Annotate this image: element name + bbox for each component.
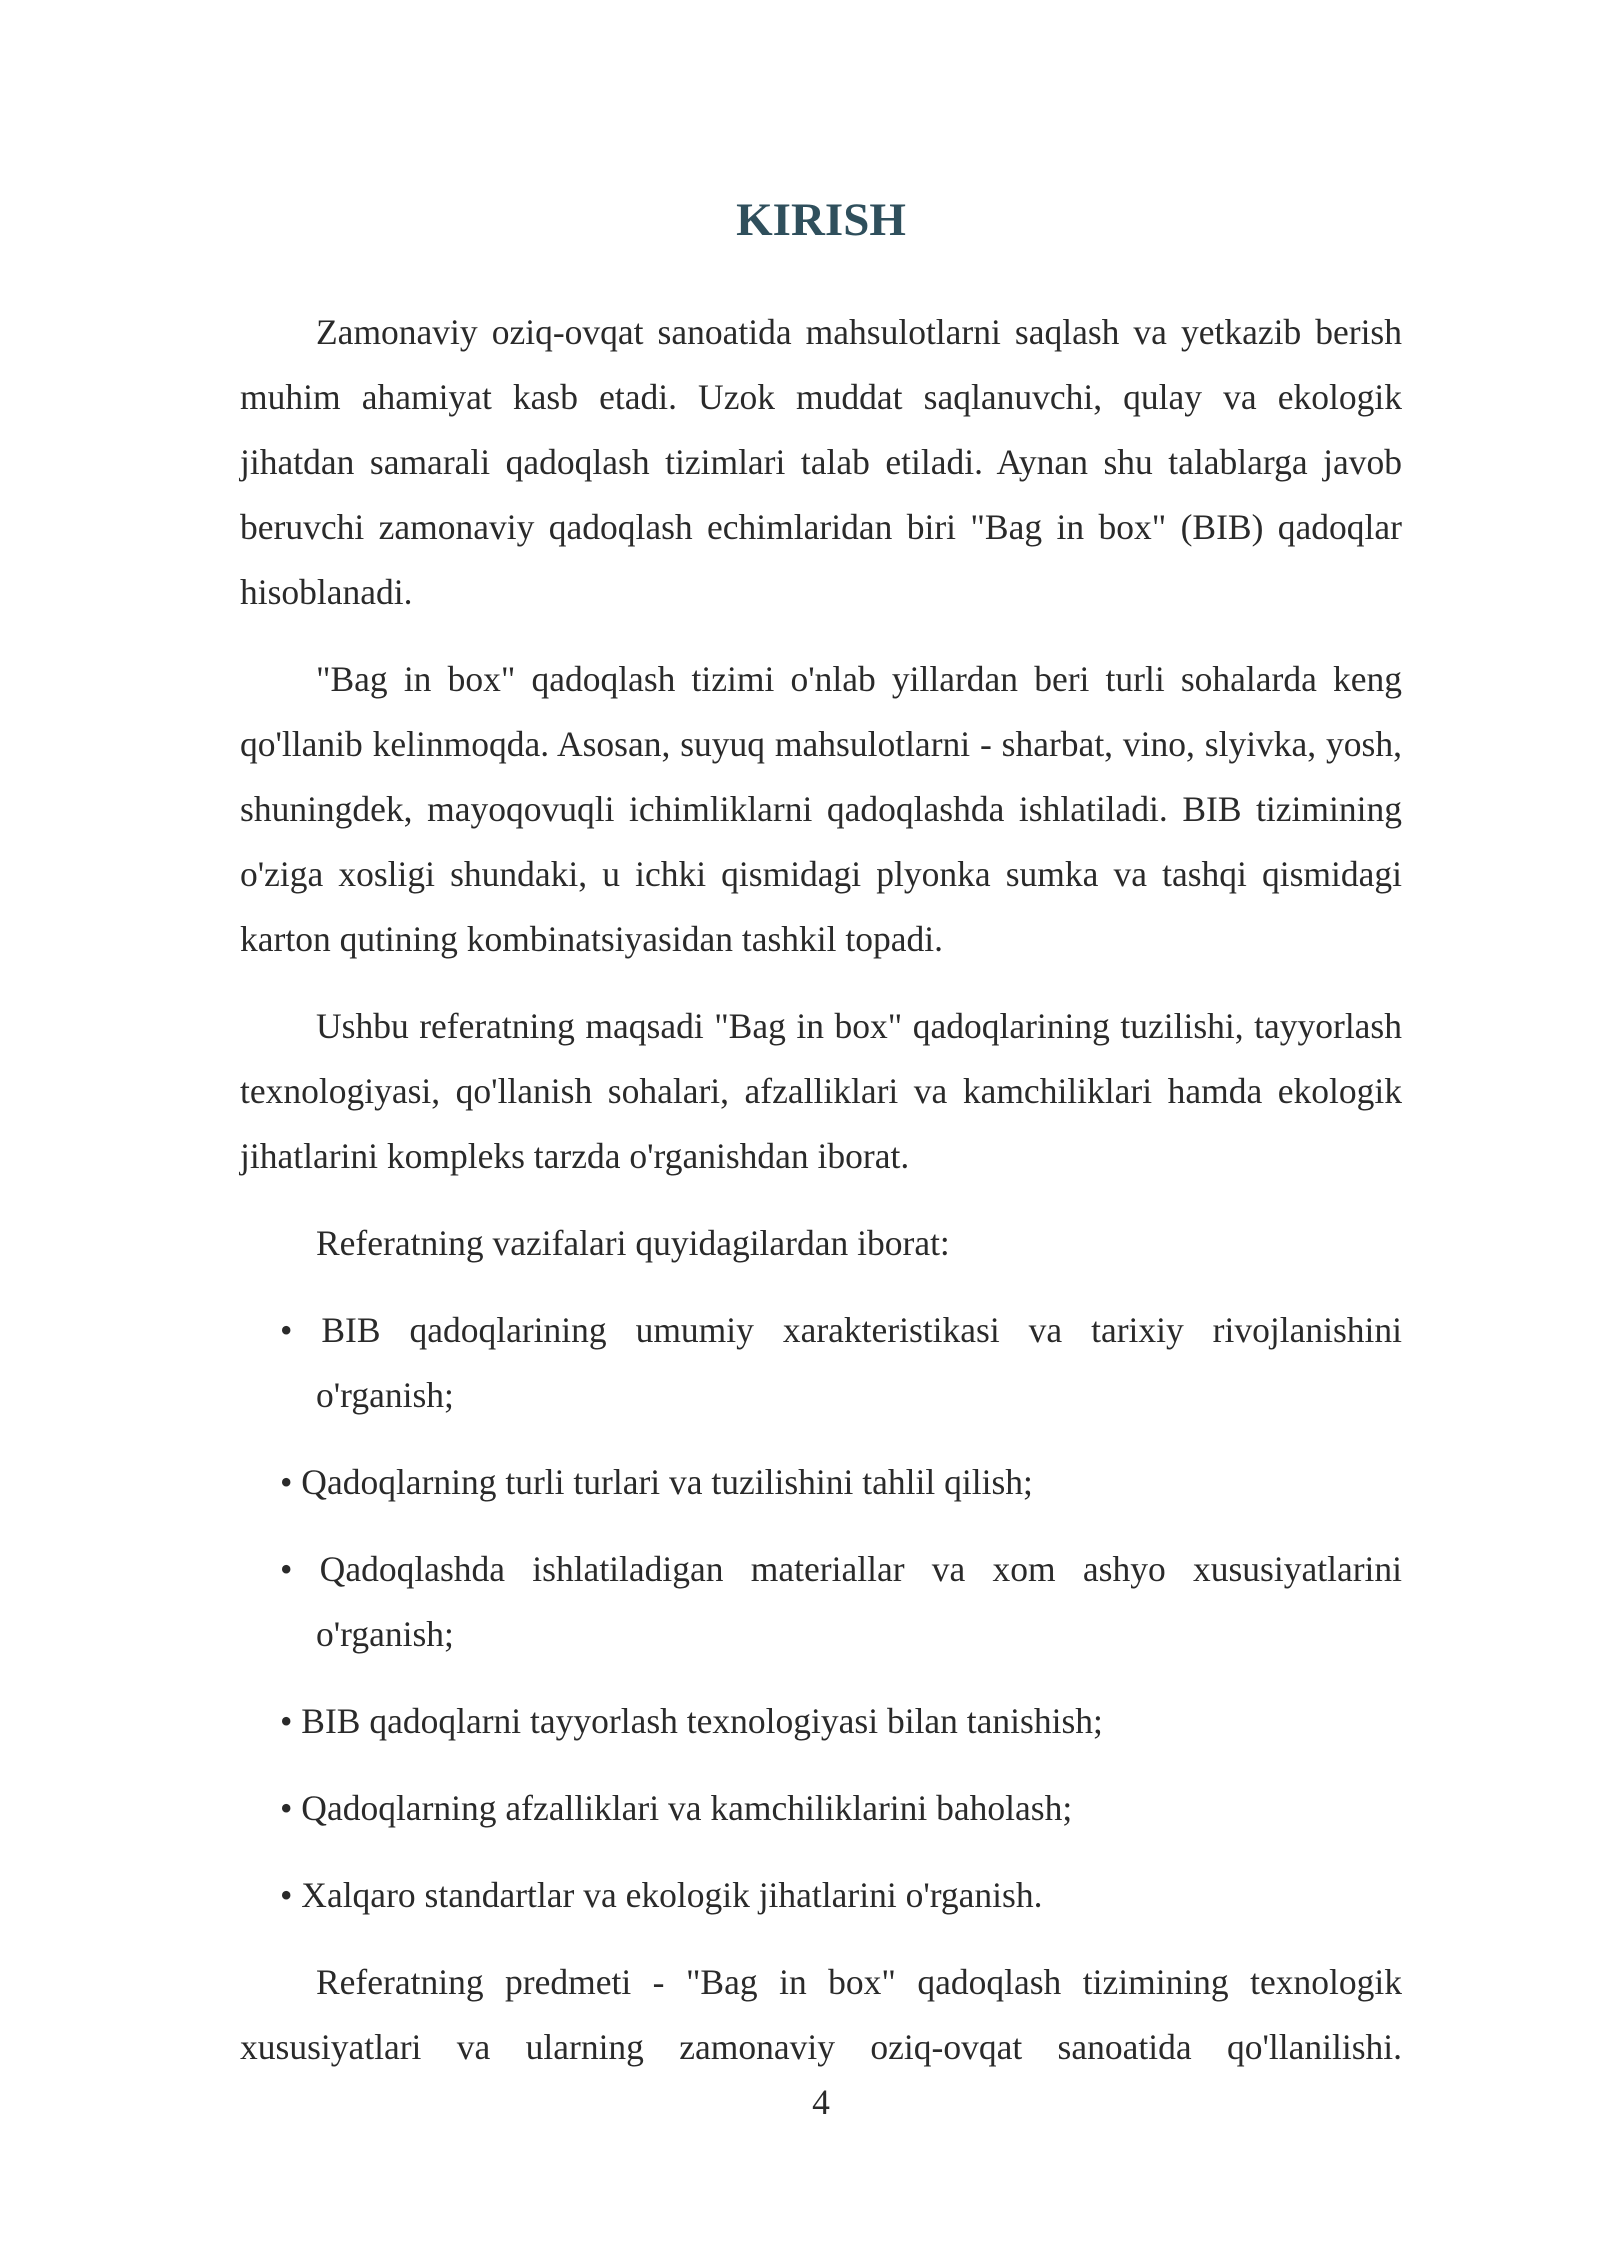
list-item: • Qadoqlashda ishlatiladigan materiallar va xom ashyo xususiyatlarini o'rganish; (280, 1549, 1402, 1654)
document-body (240, 300, 1402, 2102)
list-item: • BIB qadoqlarining umumiy xarakteristikasi va tarixiy rivojlanishini o'rganish; (280, 1310, 1402, 1415)
list-item: • BIB qadoqlarni tayyorlash texnologiyasi bilan tanishish; (280, 1701, 1103, 1741)
list-item: • Qadoqlarning turli turlari va tuzilishini tahlil qilish; (280, 1462, 1033, 1502)
list-item: • Xalqaro standartlar va ekologik jihatlarini o'rganish. (280, 1875, 1043, 1915)
tasks-list (240, 1298, 1402, 1928)
document-page (240, 0, 1402, 2262)
page-number: 4 (812, 2082, 830, 2122)
paragraph-intro: Zamonaviy oziq-ovqat sanoatida mahsulotlarni saqlash va yetkazib berish muhim ahamiyat kasb etadi. Uzok muddat saqlanuvchi, qulay va ekologik jihatdan samarali qadoqlash tizimlari talab etiladi. Aynan shu talablarga javob beruvchi zamonaviy qadoqlash echimlaridan biri "Bag in box" (BIB) qadoqlar hisoblanadi. (240, 312, 1402, 612)
page-title: KIRISH (736, 194, 906, 246)
paragraph-bib-system: "Bag in box" qadoqlash tizimi o'nlab yillardan beri turli sohalarda keng qo'llanib kelinmoqda. Asosan, suyuq mahsulotlarni - sharbat, vino, slyivka, yosh, shuningdek, mayoqovuqli ichimliklarni qadoqlashda ishlatiladi. BIB tizimining o'ziga xosligi shundaki, u ichki qismidagi plyonka sumka va tashqi qismidagi karton qutining kombinatsiyasidan tashkil topadi. (240, 659, 1402, 959)
list-item: • Qadoqlarning afzalliklari va kamchiliklarini baholash; (280, 1788, 1073, 1828)
paragraph-purpose: Ushbu referatning maqsadi "Bag in box" qadoqlarining tuzilishi, tayyorlash texnologiyasi, qo'llanish sohalari, afzalliklari va kamchiliklari hamda ekologik jihatlarini kompleks tarzda o'rganishdan iborat. (240, 1006, 1402, 1176)
paragraph-subject: Referatning predmeti - "Bag in box" qadoqlash tizimining texnologik xususiyatlari va ularning zamonaviy oziq-ovqat sanoatida qo'llanilishi. (240, 1962, 1402, 2067)
paragraph-tasks-intro: Referatning vazifalari quyidagilardan iborat: (316, 1223, 950, 1263)
